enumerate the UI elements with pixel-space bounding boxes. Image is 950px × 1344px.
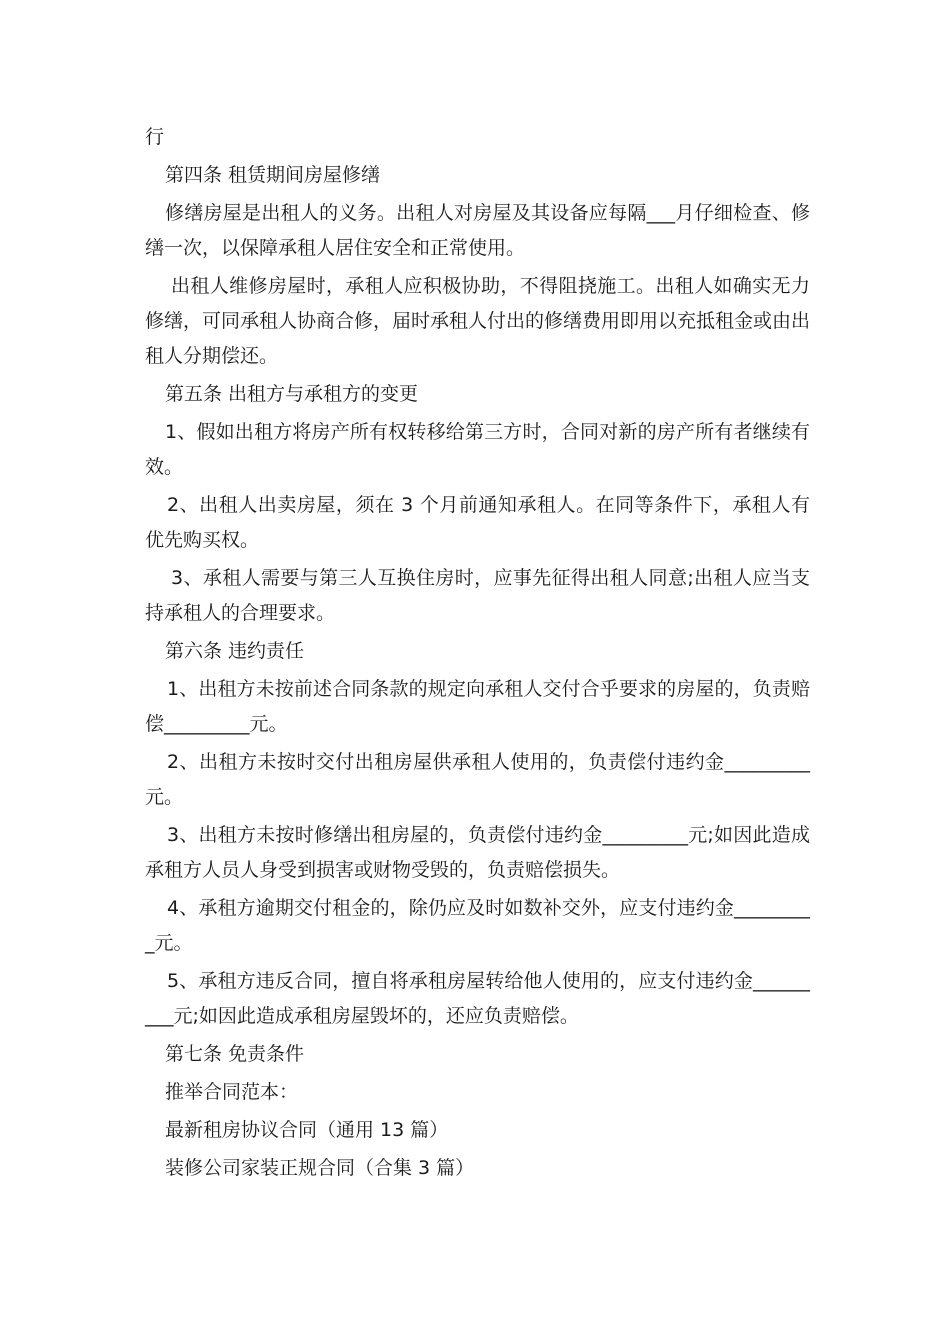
clause-item: 3、承租人需要与第三人互换住房时，应事先征得出租人同意;出租人应当支持承租人的合理要求。	[145, 567, 810, 624]
clause-item: 3、出租方未按时修缮出租房屋的，负责偿付违约金_________元;如因此造成承租方人员人身受到损害或财物受毁的，负责赔偿损失。	[145, 824, 810, 881]
paragraph: 修缮房屋是出租人的义务。出租人对房屋及其设备应每隔___月仔细检查、修缮一次，以保障承租人居住安全和正常使用。	[145, 202, 810, 259]
recommended-template-link[interactable]: 装修公司家装正规合同（合集 3 篇）	[165, 1157, 475, 1179]
paragraph-continuation: 行	[145, 126, 165, 148]
article-7-heading: 第七条 免责条件	[165, 1043, 305, 1065]
article-4-heading: 第四条 租赁期间房屋修缮	[165, 164, 381, 186]
article-5-heading: 第五条 出租方与承租方的变更	[165, 383, 419, 405]
paragraph: 出租人维修房屋时，承租人应积极协助，不得阻挠施工。出租人如确实无力修缮，可同承租人协商合修，届时承租人付出的修缮费用即用以充抵租金或由出租人分期偿还。	[145, 275, 811, 367]
clause-item: 2、出租方未按时交付出租房屋供承租人使用的，负责偿付违约金_________元。	[145, 751, 810, 808]
clause-item: 1、假如出租方将房产所有权转移给第三方时，合同对新的房产所有者继续有效。	[145, 421, 810, 478]
clause-item: 5、承租方违反合同，擅自将承租房屋转给他人使用的，应支付违约金_________元;如因此造成承租房屋毁坏的，还应负责赔偿。	[145, 970, 810, 1027]
clause-item: 4、承租方逾期交付租金的，除仍应及时如数补交外，应支付违约金_________元。	[145, 897, 810, 954]
document-body	[145, 120, 810, 1189]
article-6-heading: 第六条 违约责任	[165, 640, 305, 662]
clause-item: 2、出租人出卖房屋，须在 3 个月前通知承租人。在同等条件下，承租人有优先购买权。	[145, 494, 810, 551]
clause-item: 1、出租方未按前述合同条款的规定向承租人交付合乎要求的房屋的，负责赔偿_________元。	[145, 678, 810, 735]
recommended-template-link[interactable]: 最新租房协议合同（通用 13 篇）	[165, 1119, 449, 1141]
recommended-templates-label: 推举合同范本：	[165, 1081, 299, 1103]
